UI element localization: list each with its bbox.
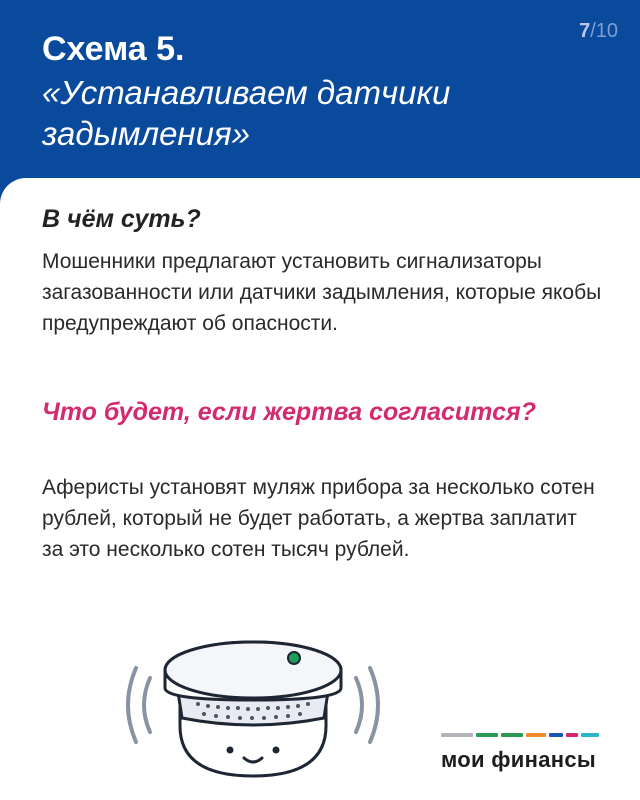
brand-color-bars: [441, 733, 601, 737]
brand-bar-segment: [501, 733, 523, 737]
brand-name: мои финансы: [441, 747, 596, 772]
brand-bar-segment: [441, 733, 473, 737]
wave-right-outer-icon: [370, 668, 378, 742]
brand-logo: [441, 733, 601, 773]
wave-right-inner-icon: [356, 678, 362, 732]
brand-bar-segment: [581, 733, 599, 737]
wave-left-inner-icon: [144, 678, 150, 732]
page-title: Схема 5.: [42, 30, 185, 68]
wave-left-outer-icon: [128, 668, 136, 742]
brand-bar-segment: [549, 733, 563, 737]
section-heading-essence: В чём суть?: [42, 205, 201, 233]
section-text-essence: Мошенники предлагают установить сигнализаторы загазованности или датчики задымления, которые якобы предупреждают об опасности.: [42, 250, 602, 335]
brand-bar-segment: [476, 733, 498, 737]
brand-bar-segment: [566, 733, 578, 737]
page-subtitle: «Устанавливаем датчики задымления»: [42, 74, 451, 152]
page-counter: 7/10: [579, 20, 618, 42]
page-total: 10: [595, 20, 618, 42]
brand-bar-segment: [526, 733, 546, 737]
section-text-consequence: Аферисты установят муляж прибора за несколько сотен рублей, который не будет работать, а жертва заплатит за это несколько сотен тысяч рублей.: [42, 476, 595, 561]
page-current: 7: [579, 20, 591, 42]
section-heading-consequence: Что будет, если жертва согласится?: [42, 398, 536, 426]
indicator-light-icon: [288, 652, 300, 664]
smoke-detector-icon: [118, 630, 388, 780]
